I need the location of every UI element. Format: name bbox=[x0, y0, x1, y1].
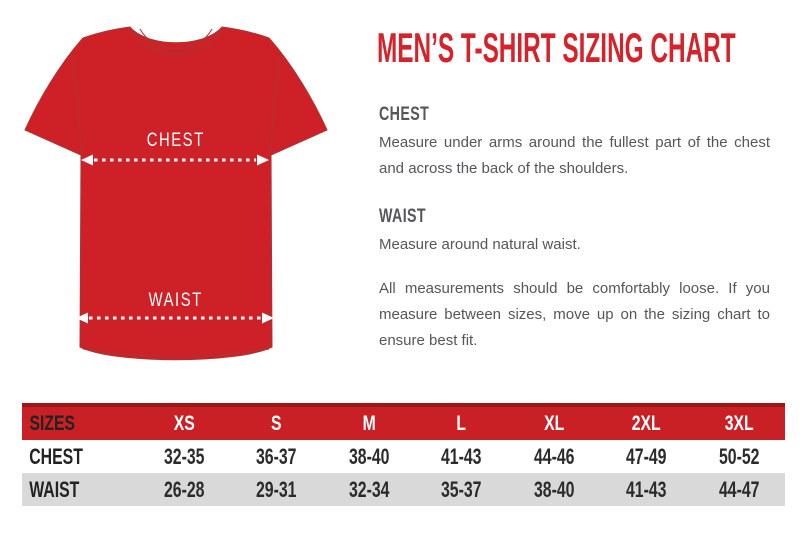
chest-value-xs: 32-35 bbox=[163, 443, 205, 469]
column-header-xs: XS bbox=[173, 411, 195, 435]
waist-measure-label: WAIST bbox=[148, 289, 203, 311]
column-header-2xl: 2XL bbox=[631, 411, 661, 435]
waist-value-2xl: 41-43 bbox=[626, 476, 667, 502]
page-title: MEN’S T-SHIRT SIZING CHART bbox=[377, 24, 736, 71]
waist-value-xl: 38-40 bbox=[533, 476, 575, 502]
waist-section-body: Measure around natural waist. bbox=[379, 236, 581, 253]
note-section bbox=[379, 276, 770, 354]
column-header-xl: XL bbox=[543, 411, 564, 435]
size-table-header-row bbox=[22, 403, 785, 440]
chest-section-body: Measure under arms around the fullest part of the chest and across the back of the shoulders. bbox=[379, 134, 770, 177]
chest-value-m: 38-40 bbox=[348, 443, 390, 469]
waist-value-s: 29-31 bbox=[256, 476, 297, 502]
column-header-l: L bbox=[456, 411, 467, 435]
row-label-waist: WAIST bbox=[29, 476, 80, 502]
tshirt-illustration bbox=[8, 15, 356, 375]
waist-value-l: 35-37 bbox=[441, 476, 482, 502]
chest-section bbox=[379, 104, 770, 182]
chest-value-2xl: 47-49 bbox=[626, 443, 667, 469]
table-row-chest bbox=[22, 440, 785, 473]
chest-value-l: 41-43 bbox=[441, 443, 482, 469]
column-header-sizes: SIZES bbox=[29, 411, 76, 435]
column-header-s: S bbox=[271, 411, 282, 435]
chest-value-3xl: 50-52 bbox=[718, 443, 760, 469]
chest-value-s: 36-37 bbox=[256, 443, 297, 469]
chest-value-xl: 44-46 bbox=[533, 443, 575, 469]
tshirt-svg bbox=[8, 15, 356, 375]
note-text: All measurements should be comfortably loose. If you measure between sizes, move up on the sizing chart to ensure best fit. bbox=[379, 280, 770, 349]
size-table bbox=[22, 403, 785, 506]
waist-value-m: 32-34 bbox=[348, 476, 390, 502]
chest-measure-label: CHEST bbox=[146, 129, 205, 151]
table-row-waist bbox=[22, 473, 785, 506]
waist-value-xs: 26-28 bbox=[163, 476, 205, 502]
column-header-3xl: 3XL bbox=[724, 411, 754, 435]
waist-value-3xl: 44-47 bbox=[718, 476, 760, 502]
chest-section-heading: CHEST bbox=[379, 104, 430, 125]
row-label-chest: CHEST bbox=[29, 443, 83, 469]
waist-section-heading: WAIST bbox=[379, 206, 427, 227]
column-header-m: M bbox=[362, 411, 376, 435]
waist-section bbox=[379, 206, 770, 258]
